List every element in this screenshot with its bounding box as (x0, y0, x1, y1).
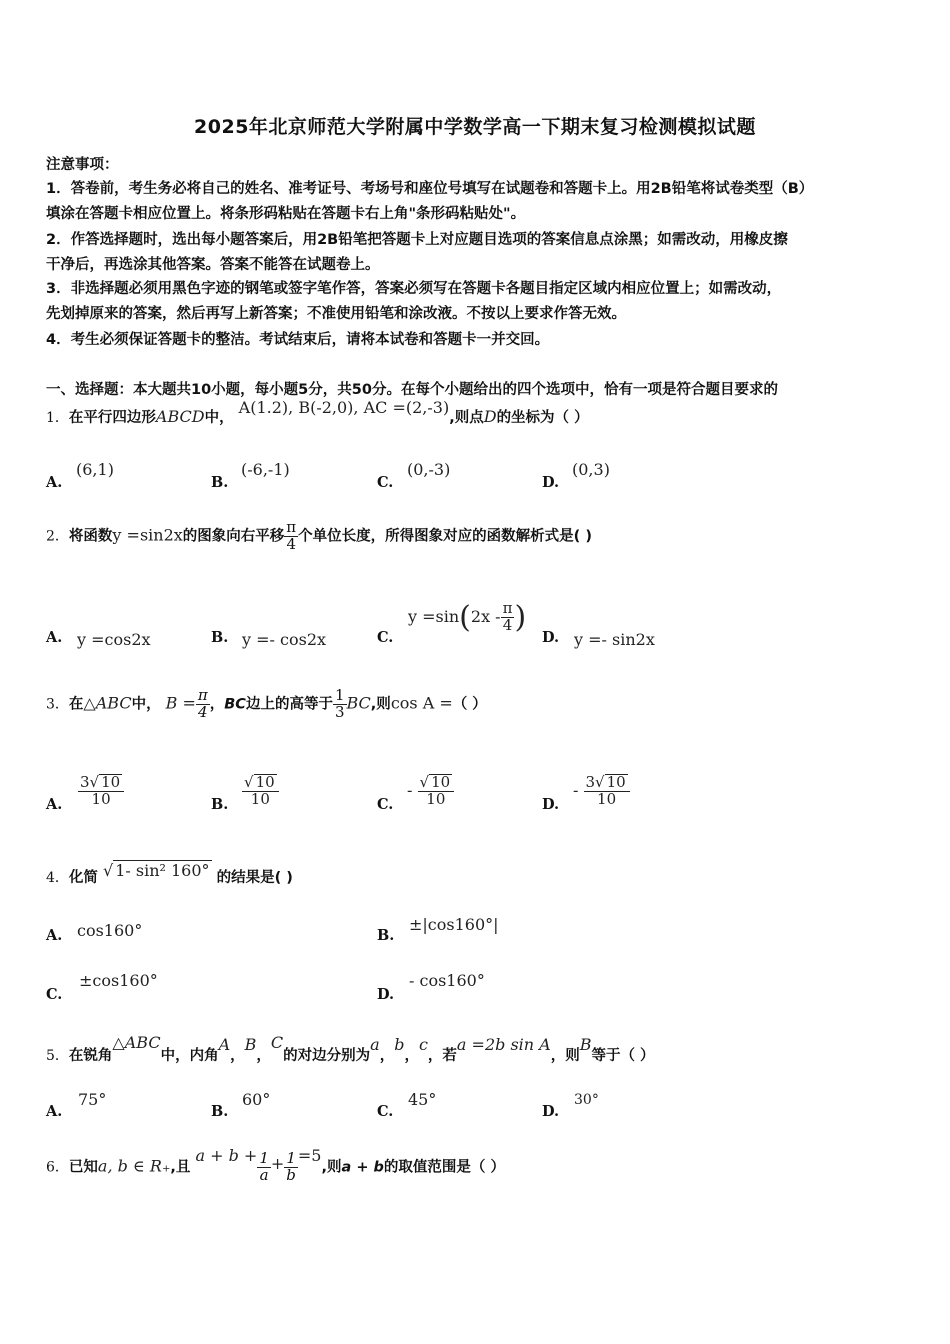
fraction-denominator: 4 (502, 616, 513, 634)
question-number: 1． (46, 410, 69, 426)
question-text: 的坐标为（ ） (496, 410, 589, 426)
paren-right: ) (514, 600, 527, 635)
question-number: 5． (46, 1048, 69, 1064)
math: D (483, 407, 497, 426)
question-number: 6． (46, 1159, 69, 1176)
fraction-numerator: 1 (286, 1149, 296, 1167)
question-text: 在锐角 (68, 1048, 113, 1064)
notice-line: 先划掉原来的答案，然后再写上新答案；不准使用铅笔和涂改液。不按以上要求作答无效。 (46, 306, 626, 322)
fraction (284, 520, 298, 553)
question-text: 个单位长度，所得图象对应的函数解析式是( ) (298, 528, 592, 545)
option-a: y =cos2x (77, 630, 151, 649)
math: b (394, 1035, 405, 1054)
question-1 (46, 398, 589, 427)
option-b: (-6,-1) (241, 460, 290, 479)
question-5 (46, 1033, 655, 1065)
notice-line: 填涂在答题卡相应位置上。将条形码粘贴在答题卡右上角"条形码粘贴处"。 (46, 206, 526, 222)
separator: ， (230, 1048, 245, 1064)
sign: - (407, 780, 413, 800)
option-label: D. (377, 986, 395, 1003)
fraction (418, 774, 455, 808)
math: BC (224, 696, 246, 713)
option-d: - cos160° (409, 971, 485, 990)
question-text: 等于（ ） (591, 1048, 655, 1064)
question-text: ， (209, 696, 225, 713)
fraction (333, 688, 347, 721)
notice-line: 3．非选择题必须用黑色字迹的钢笔或签字笔作答，答案必须写在答题卡各题目指定区域内相应位置上；如需改动， (46, 281, 782, 297)
fraction-denominator: 3 (334, 702, 345, 721)
radicand: 10 (606, 773, 626, 791)
question-text: 在 (68, 696, 84, 713)
option-label: A. (46, 629, 63, 646)
math: c (418, 1035, 428, 1054)
option-a (78, 774, 124, 808)
fraction-denominator: 4 (286, 534, 296, 553)
fraction (257, 1151, 271, 1184)
math: cos A = (390, 693, 453, 713)
option-label: C. (377, 629, 394, 646)
math: y =sin (408, 607, 460, 626)
option-b: 60° (242, 1090, 271, 1109)
fraction-numerator: 1 (259, 1149, 269, 1167)
question-number: 4． (46, 870, 69, 886)
math: a (370, 1035, 380, 1054)
separator: ， (256, 1048, 271, 1064)
math: B = (165, 693, 196, 713)
fraction-numerator: 3√ 10 (78, 774, 124, 792)
math: ABCD (155, 407, 205, 426)
option-label: C. (377, 1103, 394, 1120)
option-label: B. (211, 629, 229, 646)
math: =5 (297, 1146, 322, 1166)
fraction-numerator: π (286, 518, 297, 536)
question-number: 2． (46, 528, 69, 545)
fraction (78, 774, 124, 808)
option-a: (6,1) (76, 460, 114, 479)
option-label: A. (46, 796, 63, 813)
fraction (284, 1151, 298, 1184)
question-text: 在平行四边形 (68, 410, 156, 426)
question-text: 的对边分别为 (283, 1048, 371, 1064)
option-b (242, 774, 279, 808)
notice-line: 4．考生必须保证答题卡的整洁。考试结束后，请将本试卷和答题卡一并交回。 (46, 332, 550, 348)
notice-line: 1．答卷前，考生务必将自己的姓名、准考证号、考场号和座位号填写在试题卷和答题卡上。用2B铅笔将试卷类型（B） (46, 181, 814, 197)
question-text: ，则 (550, 1048, 580, 1064)
fraction (196, 688, 210, 721)
math: A(1.2), B(-2,0), AC =(2,-3) (238, 398, 450, 417)
option-c (407, 774, 454, 808)
option-c: 45° (408, 1090, 437, 1109)
fraction-denominator: 10 (426, 789, 446, 808)
math: △ABC (83, 693, 132, 713)
option-label: D. (542, 629, 560, 646)
fraction-denominator: b (286, 1165, 296, 1184)
math: △ABC (112, 1033, 161, 1052)
question-text: 已知 (68, 1159, 98, 1176)
option-label: D. (542, 474, 560, 491)
question-number: 3． (46, 696, 69, 713)
paren-left: ( (459, 600, 471, 635)
option-b: y =- cos2x (242, 630, 327, 649)
question-text: ,则 (370, 696, 391, 713)
question-text: ，若 (427, 1048, 457, 1064)
option-c: ±cos160° (79, 971, 158, 990)
math: 2x - (470, 607, 501, 626)
question-text: 的图象向右平移 (182, 528, 285, 545)
question-text: 化简 (68, 870, 98, 886)
option-b: ±|cos160°| (409, 915, 499, 934)
radicand: 10 (255, 773, 275, 791)
math: A (218, 1035, 231, 1054)
option-label: A. (46, 927, 63, 944)
option-label: B. (211, 796, 229, 813)
question-6 (46, 1146, 505, 1184)
option-a: 75° (78, 1090, 107, 1109)
option-label: C. (377, 796, 394, 813)
fraction-numerator: √ 10 (242, 774, 279, 792)
section-heading: 一、选择题：本大题共10小题，每小题5分，共50分。在每个小题给出的四个选项中，恰有一项是符合题目要求的 (46, 382, 778, 398)
question-text: ,则点 (449, 410, 484, 426)
coefficient: 3 (585, 773, 596, 791)
math: y =sin2x (112, 525, 183, 545)
fraction-numerator: π (502, 599, 513, 618)
fraction-denominator: a (259, 1165, 269, 1184)
math: a =2b sin A (456, 1035, 551, 1054)
radicand: 10 (101, 773, 121, 791)
question-3 (46, 688, 487, 721)
radicand: 10 (431, 773, 451, 791)
question-2 (46, 520, 592, 553)
option-d: (0,3) (572, 460, 610, 479)
separator: ， (404, 1048, 419, 1064)
option-a: cos160° (77, 921, 143, 940)
notice-line: 干净后，再选涂其他答案。答案不能答在试题卷上。 (46, 257, 380, 273)
math: a + b (341, 1159, 384, 1176)
math: a, b ∈ R₊ (97, 1156, 171, 1176)
question-text: 将函数 (68, 528, 113, 545)
math: B (244, 1035, 257, 1054)
option-label: B. (211, 1103, 229, 1120)
math: B (579, 1035, 592, 1054)
question-text: 的结果是( ) (216, 870, 293, 886)
fraction (584, 774, 630, 808)
math: + (270, 1154, 285, 1174)
coefficient: 3 (80, 773, 90, 791)
fraction (242, 774, 279, 808)
sqrt-expression: √ 1- sin² 160° (102, 861, 210, 880)
question-text: ,且 (170, 1159, 191, 1176)
sign: - (573, 780, 579, 800)
option-label: B. (211, 474, 229, 491)
option-d: 30° (574, 1092, 599, 1108)
question-text: 中， (204, 410, 234, 426)
notice-line: 2．作答选择题时，选出每小题答案后，用2B铅笔把答题卡上对应题目选项的答案信息点涂黑；如需改动，用橡皮擦 (46, 232, 788, 248)
math: C (270, 1033, 284, 1052)
question-text: 中， (131, 696, 161, 713)
option-d (573, 774, 630, 808)
option-d: y =- sin2x (574, 630, 655, 649)
fraction-numerator: √ 10 (418, 774, 455, 792)
question-text: 的取值范围是（ ） (383, 1159, 505, 1176)
option-label: A. (46, 1103, 63, 1120)
fraction (501, 601, 515, 634)
option-c: (0,-3) (407, 460, 451, 479)
option-label: B. (377, 927, 395, 944)
radicand: 1- sin² 160° (115, 861, 210, 880)
fraction-numerator: 1 (334, 686, 345, 704)
option-label: C. (377, 474, 394, 491)
question-4 (46, 861, 293, 887)
fraction-denominator: 10 (597, 789, 617, 808)
option-label: D. (542, 1103, 560, 1120)
fraction-denominator: 10 (91, 789, 111, 808)
option-label: D. (542, 796, 560, 813)
page-title: 2025年北京师范大学附属中学数学高一下期末复习检测模拟试题 (194, 116, 756, 138)
question-text: ,则 (321, 1159, 342, 1176)
question-text: 中，内角 (160, 1048, 219, 1064)
question-text: 边上的高等于 (245, 696, 333, 713)
option-label: A. (46, 474, 63, 491)
fraction-numerator: π (197, 686, 208, 704)
fraction-denominator: 10 (250, 789, 270, 808)
separator: ， (379, 1048, 395, 1064)
math: a + b + (195, 1146, 258, 1166)
math: BC (346, 693, 371, 713)
question-text: （ ） (452, 696, 487, 713)
notice-heading: 注意事项： (46, 157, 119, 173)
fraction-numerator: 3√ 10 (584, 774, 630, 792)
option-c (408, 600, 526, 635)
fraction-denominator: 4 (198, 702, 208, 721)
option-label: C. (46, 986, 63, 1003)
